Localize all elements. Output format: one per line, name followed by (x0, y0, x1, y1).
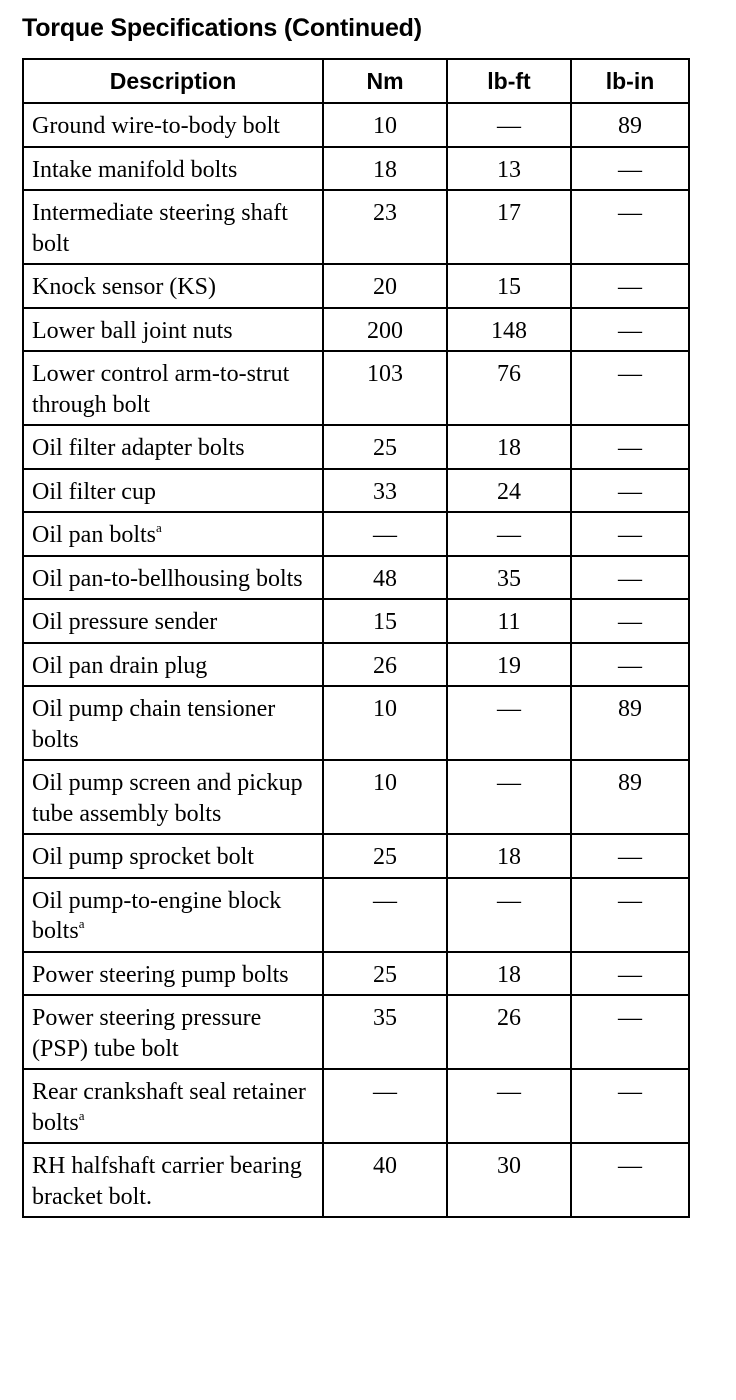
footnote-marker: a (156, 520, 162, 535)
lbft-cell: 35 (447, 556, 571, 600)
description-text: Oil pan-to-bellhousing bolts (32, 565, 303, 592)
page-title: Torque Specifications (Continued) (22, 14, 422, 42)
nm-cell: 25 (323, 834, 447, 878)
table-row (23, 1069, 689, 1143)
description-cell (23, 147, 323, 191)
description-cell (23, 952, 323, 996)
description-text: Rear crankshaft seal retainer bolts (32, 1079, 306, 1136)
lbft-cell: 24 (447, 469, 571, 513)
description-cell (23, 103, 323, 147)
table-header-row (23, 59, 689, 103)
nm-cell: 25 (323, 425, 447, 469)
lbin-cell: — (571, 425, 689, 469)
lbin-cell: — (571, 995, 689, 1069)
description-cell (23, 834, 323, 878)
lbin-cell: — (571, 190, 689, 264)
nm-cell: 48 (323, 556, 447, 600)
lbft-cell: 30 (447, 1143, 571, 1217)
table-row (23, 469, 689, 513)
nm-cell: 10 (323, 686, 447, 760)
lbin-cell: — (571, 1143, 689, 1217)
nm-cell: 40 (323, 1143, 447, 1217)
nm-cell: 25 (323, 952, 447, 996)
nm-cell: 15 (323, 599, 447, 643)
lbft-cell: 18 (447, 834, 571, 878)
lbft-cell: 13 (447, 147, 571, 191)
nm-cell: — (323, 1069, 447, 1143)
table-row (23, 308, 689, 352)
lbin-cell: — (571, 512, 689, 556)
lbin-cell: — (571, 599, 689, 643)
lbft-cell: 17 (447, 190, 571, 264)
nm-cell: 200 (323, 308, 447, 352)
description-text: Knock sensor (KS) (32, 274, 216, 300)
lbft-cell: 15 (447, 264, 571, 308)
description-cell (23, 190, 323, 264)
lbft-cell: 26 (447, 995, 571, 1069)
torque-spec-table (22, 58, 690, 1218)
lbft-cell: 11 (447, 599, 571, 643)
description-cell (23, 1069, 323, 1143)
description-cell (23, 878, 323, 952)
column-header-description: Description (23, 59, 323, 103)
nm-cell: 10 (323, 103, 447, 147)
lbft-cell: — (447, 1069, 571, 1143)
description-text: Oil pump screen and pickup tube assembly bolts (32, 770, 303, 827)
lbin-cell: — (571, 556, 689, 600)
nm-cell: 33 (323, 469, 447, 513)
description-cell (23, 1143, 323, 1217)
nm-cell: 26 (323, 643, 447, 687)
table-row (23, 351, 689, 425)
lbin-cell: — (571, 308, 689, 352)
table-row (23, 834, 689, 878)
description-cell (23, 760, 323, 834)
nm-cell: 103 (323, 351, 447, 425)
description-cell (23, 512, 323, 556)
lbin-cell: — (571, 834, 689, 878)
lbin-cell: — (571, 264, 689, 308)
table-row (23, 599, 689, 643)
description-text: Ground wire-to-body bolt (32, 113, 280, 139)
table-row (23, 147, 689, 191)
lbft-cell: — (447, 103, 571, 147)
lbin-cell: — (571, 469, 689, 513)
column-header-lbft: lb-ft (447, 59, 571, 103)
description-text: Oil pan bolts (32, 522, 156, 548)
lbin-cell: — (571, 643, 689, 687)
description-text: Lower ball joint nuts (32, 317, 233, 344)
description-cell (23, 308, 323, 352)
description-cell (23, 351, 323, 425)
table-row (23, 190, 689, 264)
table-row (23, 995, 689, 1069)
table-row (23, 878, 689, 952)
description-cell (23, 995, 323, 1069)
description-cell (23, 599, 323, 643)
description-text: Oil pressure sender (32, 609, 218, 635)
table-row (23, 760, 689, 834)
footnote-marker: a (78, 916, 85, 931)
footnote-marker: a (78, 1107, 85, 1123)
table-row (23, 643, 689, 687)
description-text: Oil pump sprocket bolt (32, 844, 254, 870)
table-row (23, 103, 689, 147)
lbin-cell: 89 (571, 760, 689, 834)
description-text: Oil pump chain tensioner bolts (32, 696, 276, 753)
nm-cell: 18 (323, 147, 447, 191)
description-text: Intermediate steering shaft bolt (32, 200, 288, 257)
table-row (23, 1143, 689, 1217)
description-cell (23, 686, 323, 760)
lbin-cell: 89 (571, 103, 689, 147)
lbft-cell: 19 (447, 643, 571, 687)
lbft-cell: — (447, 878, 571, 952)
description-text: Oil pump-to-engine block bolts (32, 887, 282, 944)
table-row (23, 556, 689, 600)
description-text: Power steering pressure (PSP) tube bolt (32, 1005, 262, 1062)
table-row (23, 264, 689, 308)
description-cell (23, 425, 323, 469)
nm-cell: 20 (323, 264, 447, 308)
description-text: Oil filter adapter bolts (32, 435, 245, 461)
lbft-cell: 76 (447, 351, 571, 425)
description-cell (23, 264, 323, 308)
lbin-cell: — (571, 1069, 689, 1143)
description-cell (23, 643, 323, 687)
lbin-cell: — (571, 952, 689, 996)
table-row (23, 425, 689, 469)
nm-cell: 35 (323, 995, 447, 1069)
description-text: Lower control arm-to-strut through bolt (32, 361, 290, 418)
table-row (23, 512, 689, 556)
nm-cell: 23 (323, 190, 447, 264)
description-cell (23, 556, 323, 600)
lbft-cell: 148 (447, 308, 571, 352)
lbin-cell: — (571, 351, 689, 425)
column-header-lbin: lb-in (571, 59, 689, 103)
lbft-cell: — (447, 760, 571, 834)
description-text: Intake manifold bolts (32, 156, 238, 183)
description-text: RH halfshaft carrier bearing bracket bolt. (32, 1153, 302, 1210)
nm-cell: — (323, 878, 447, 952)
lbin-cell: 89 (571, 686, 689, 760)
lbft-cell: — (447, 686, 571, 760)
description-text: Oil pan drain plug (32, 652, 208, 679)
description-text: Power steering pump bolts (32, 961, 289, 988)
table-row (23, 952, 689, 996)
table-row (23, 686, 689, 760)
lbin-cell: — (571, 878, 689, 952)
description-cell (23, 469, 323, 513)
lbft-cell: — (447, 512, 571, 556)
lbft-cell: 18 (447, 952, 571, 996)
nm-cell: — (323, 512, 447, 556)
nm-cell: 10 (323, 760, 447, 834)
lbft-cell: 18 (447, 425, 571, 469)
lbin-cell: — (571, 147, 689, 191)
column-header-nm: Nm (323, 59, 447, 103)
description-text: Oil filter cup (32, 478, 156, 505)
